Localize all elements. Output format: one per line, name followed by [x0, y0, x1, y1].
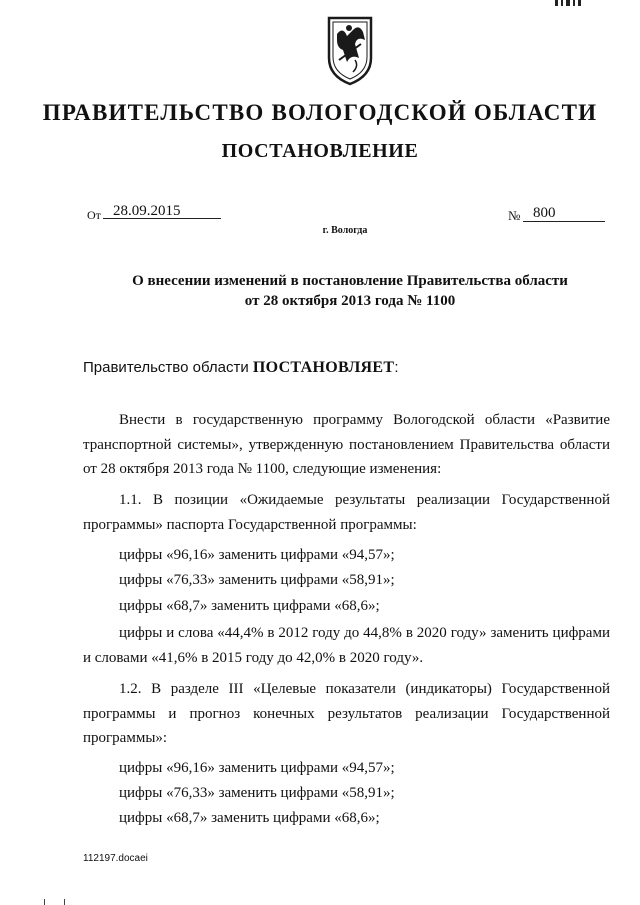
file-code: 112197.docaei — [83, 853, 148, 864]
list-item: цифры «76,33» заменить цифрами «58,91»; — [119, 785, 395, 801]
paragraph-1-2-text: 1.2. В разделе III «Целевые показатели (индикаторы) Государственной программы и прогноз конечных результатов реализации Государственной программы»: — [83, 681, 610, 746]
paragraph-1-2 — [83, 677, 610, 751]
resolution-intro — [83, 356, 610, 380]
paragraph-1-1-text: 1.1. В позиции «Ожидаемые результаты реализации Государственной программы» паспорта Государственной программы: — [83, 492, 610, 533]
paragraph-1-1-last-text: цифры и слова «44,4% в 2012 году до 44,8% в 2020 году» заменить цифрами и словами «41,6% в 2015 году до 42,0% в 2020 году». — [83, 625, 610, 666]
list-item: цифры «76,33» заменить цифрами «58,91»; — [119, 572, 395, 588]
subject-line-2: от 28 октября 2013 года № 1100 — [244, 293, 456, 309]
intro-text: Правительство области — [83, 359, 253, 376]
government-title: ПРАВИТЕЛЬСТВО ВОЛОГОДСКОЙ ОБЛАСТИ — [42, 100, 598, 125]
document-subject — [60, 271, 640, 311]
document-city: г. Вологда — [322, 225, 368, 236]
document-type: ПОСТАНОВЛЕНИЕ — [221, 140, 419, 162]
document-date: 28.09.2015 — [113, 203, 181, 219]
list-item: цифры «68,7» заменить цифрами «68,6»; — [119, 598, 380, 614]
number-prefix-label: № — [508, 208, 521, 223]
coat-of-arms-emblem — [325, 14, 375, 86]
date-prefix-label: От — [87, 208, 101, 222]
subject-line-1: О внесении изменений в постановление Правительства области — [132, 273, 568, 289]
paragraph-main-text: Внести в государственную программу Вологодской области «Развитие транспортной системы», утвержденную постановлением Правительства области от 28 октября 2013 года № 1100, следующие изменения: — [83, 412, 610, 477]
paragraph-1-1-last — [83, 621, 610, 670]
intro-tail: : — [394, 359, 399, 376]
scan-mark-decoration — [555, 0, 581, 6]
scan-mark-decoration — [44, 898, 74, 905]
list-item: цифры «96,16» заменить цифрами «94,57»; — [119, 760, 395, 776]
list-item: цифры «68,7» заменить цифрами «68,6»; — [119, 810, 380, 826]
list-item: цифры «96,16» заменить цифрами «94,57»; — [119, 547, 395, 563]
document-number: 800 — [533, 205, 556, 221]
paragraph-main — [83, 408, 610, 482]
intro-bold-verb: ПОСТАНОВЛЯЕТ — [252, 359, 395, 376]
paragraph-1-1 — [83, 488, 610, 537]
